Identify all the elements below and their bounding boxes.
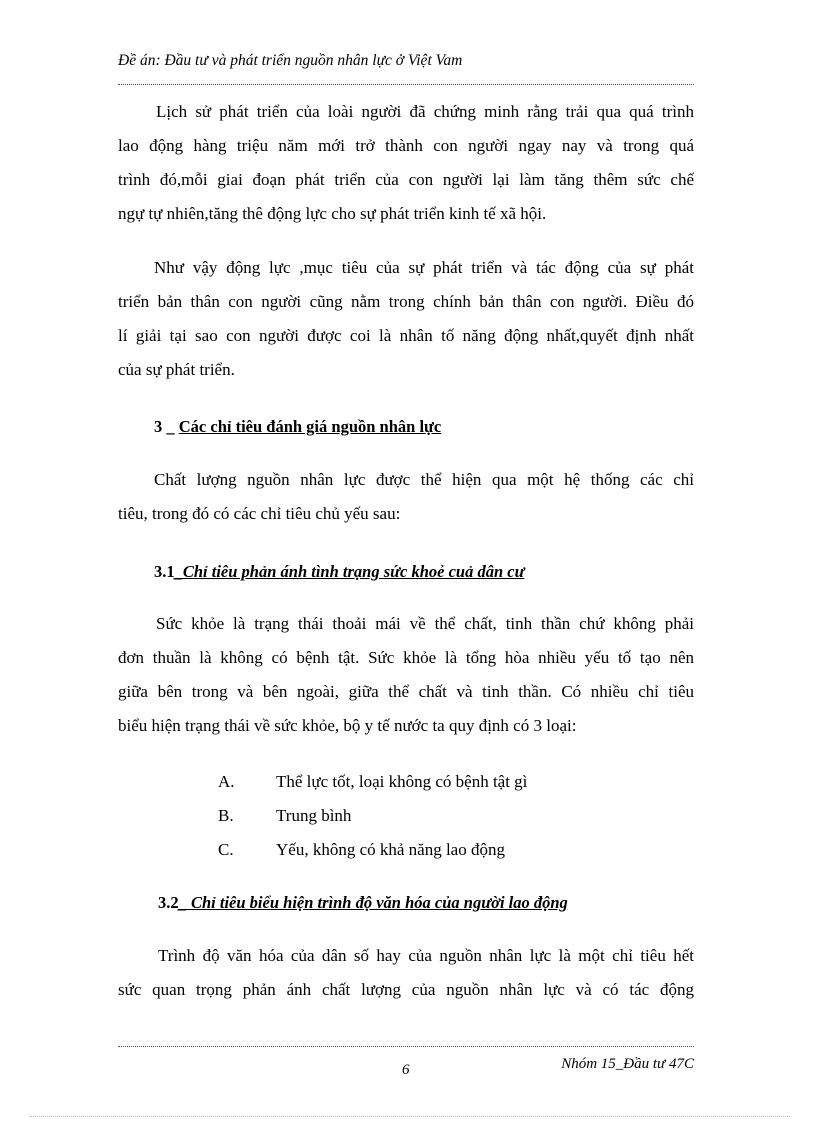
- page-edge: [30, 1116, 790, 1117]
- text-line: Lịch sử phát triển của loài người đã chứng minh rằng trải qua quá trình: [156, 102, 694, 121]
- text-line: tiêu, trong đó có các chỉ tiêu chủ yếu sau:: [118, 504, 401, 523]
- text-line: Trình độ văn hóa của dân số hay của nguồn nhân lực là một chỉ tiêu hết: [158, 946, 694, 965]
- section-heading-3: [154, 417, 441, 437]
- section-heading-3-1: [154, 562, 525, 582]
- list-marker: C.: [218, 840, 234, 859]
- header-rule: [118, 84, 694, 85]
- heading-number: 3 _: [154, 417, 175, 436]
- list-text: Trung bình: [276, 806, 352, 825]
- footer-group-label: Nhóm 15_Đầu tư 47C: [561, 1056, 694, 1072]
- text-line: của sự phát triển.: [118, 360, 235, 379]
- text-line: Chất lượng nguồn nhân lực được thể hiện qua một hệ thống các chỉ: [154, 470, 694, 489]
- footer-rule: [118, 1046, 694, 1047]
- text-line: Sức khỏe là trạng thái thoải mái về thể chất, tinh thần chứ không phải: [156, 614, 694, 633]
- text-line: ngự tự nhiên,tăng thê động lực cho sự phát triển kinh tế xã hội.: [118, 204, 547, 223]
- list-marker: B.: [218, 806, 234, 825]
- text-line: triển bản thân con người cũng nằm trong chính bản thân con người. Điều đó: [118, 292, 694, 311]
- heading-number: 3.2: [158, 893, 179, 912]
- list-text: Yếu, không có khả năng lao động: [276, 840, 505, 859]
- text-line: sức quan trọng phản ánh chất lượng của nguồn nhân lực và có tác động: [118, 980, 694, 999]
- list-text: Thể lực tốt, loại không có bệnh tật gì: [276, 772, 528, 791]
- heading-text: Các chỉ tiêu đánh giá nguồn nhân lực: [178, 417, 442, 436]
- text-line: Như vậy động lực ,mục tiêu của sự phát triển và tác động của sự phát: [154, 258, 694, 277]
- text-line: trình đó,mỗi giai đoạn phát triển của con người lại làm tăng thêm sức chế: [118, 170, 694, 189]
- text-line: giữa bên trong và bên ngoài, giữa thể chất và tinh thần. Có nhiều chỉ tiêu: [118, 682, 694, 701]
- page-number: 6: [402, 1062, 410, 1078]
- text-line: đơn thuần là không có bệnh tật. Sức khỏe là tổng hòa nhiều yếu tố tạo nên: [118, 648, 694, 667]
- heading-text: _ Chỉ tiêu biểu hiện trình độ văn hóa của người lao động: [178, 893, 568, 912]
- section-heading-3-2: [158, 893, 568, 913]
- text-line: lí giải tại sao con người được coi là nhân tố năng động nhất,quyết định nhất: [118, 326, 694, 345]
- list-marker: A.: [218, 772, 235, 791]
- text-line: biểu hiện trạng thái về sức khỏe, bộ y tế nước ta quy định có 3 loại:: [118, 716, 577, 735]
- heading-number: 3.1: [154, 562, 175, 581]
- heading-text: _Chỉ tiêu phản ánh tình trạng sức khoẻ cuả dân cư: [174, 562, 525, 581]
- text-line: lao động hàng triệu năm mới trở thành con người ngay nay và trong quá: [118, 136, 694, 155]
- page-header: Đề án: Đầu tư và phát triển nguồn nhân lực ở Việt Vam: [118, 52, 463, 69]
